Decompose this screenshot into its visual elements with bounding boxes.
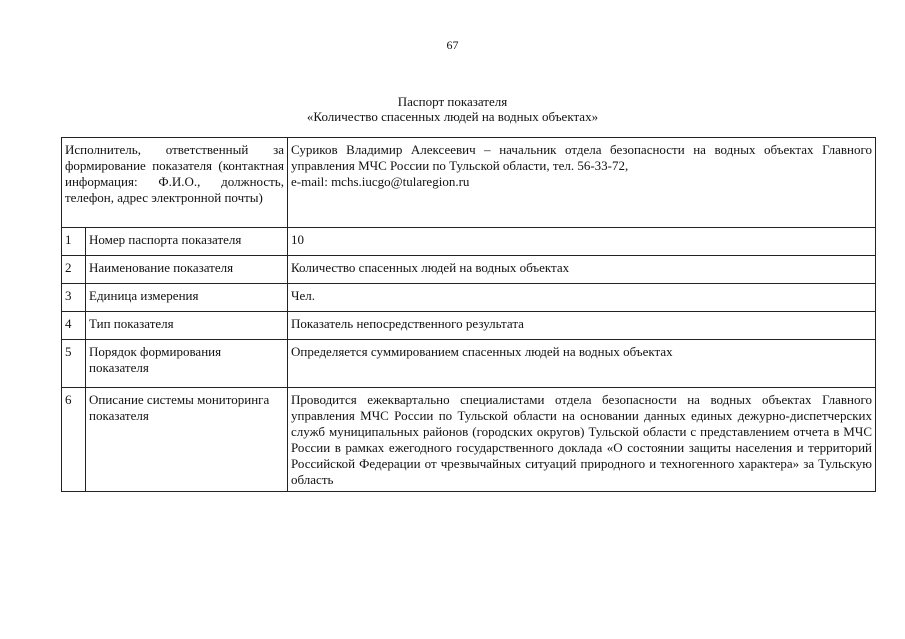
document-title — [0, 94, 905, 124]
row-number: 2 — [62, 256, 86, 284]
executor-value-cell — [288, 138, 876, 228]
row-label: Наименование показателя — [86, 256, 288, 284]
row-label: Единица измерения — [86, 284, 288, 312]
row-label: Номер паспорта показателя — [86, 228, 288, 256]
row-label: Описание системы мониторинга показателя — [86, 388, 288, 492]
executor-value: Суриков Владимир Алексеевич – начальник отдела безопасности на водных объектах Главного управления МЧС России по Тульской области, тел. 56-33-72, — [291, 142, 872, 173]
row-value: Показатель непосредственного результата — [288, 312, 876, 340]
row-value: Определяется суммированием спасенных людей на водных объектах — [288, 340, 876, 388]
row-number: 3 — [62, 284, 86, 312]
table-row — [62, 256, 876, 284]
row-value: Чел. — [288, 284, 876, 312]
table-row — [62, 340, 876, 388]
row-value: Количество спасенных людей на водных объектах — [288, 256, 876, 284]
row-number: 1 — [62, 228, 86, 256]
row-number: 6 — [62, 388, 86, 492]
table-row — [62, 228, 876, 256]
row-label: Тип показателя — [86, 312, 288, 340]
table-row — [62, 284, 876, 312]
executor-email: e-mail: mchs.iucgo@tularegion.ru — [291, 174, 470, 189]
table-row — [62, 388, 876, 492]
row-number: 4 — [62, 312, 86, 340]
title-line-1: Паспорт показателя — [397, 94, 508, 109]
row-number: 5 — [62, 340, 86, 388]
row-value: 10 — [288, 228, 876, 256]
indicator-passport-table — [61, 137, 876, 492]
executor-row — [62, 138, 876, 228]
title-line-2: «Количество спасенных людей на водных объектах» — [306, 109, 599, 124]
table-row — [62, 312, 876, 340]
page-number: 67 — [446, 38, 459, 52]
row-value: Проводится ежеквартально специалистами отдела безопасности на водных объектах Главного управления МЧС России по Тульской области на основании данных единых дежурно-диспетчерских служб муниципальных районов (городских округов) Тульской области с представлением отчета в МЧС России в рамках ежегодного государственного доклада «О состоянии защиты населения и территорий Российской Федерации от чрезвычайных ситуаций природного и техногенного характера» за Тульскую область — [288, 388, 876, 492]
row-label: Порядок формирования показателя — [86, 340, 288, 388]
executor-label: Исполнитель, ответственный за формирование показателя (контактная информация: Ф.И.О., должность, телефон, адрес электронной почты) — [62, 138, 288, 228]
